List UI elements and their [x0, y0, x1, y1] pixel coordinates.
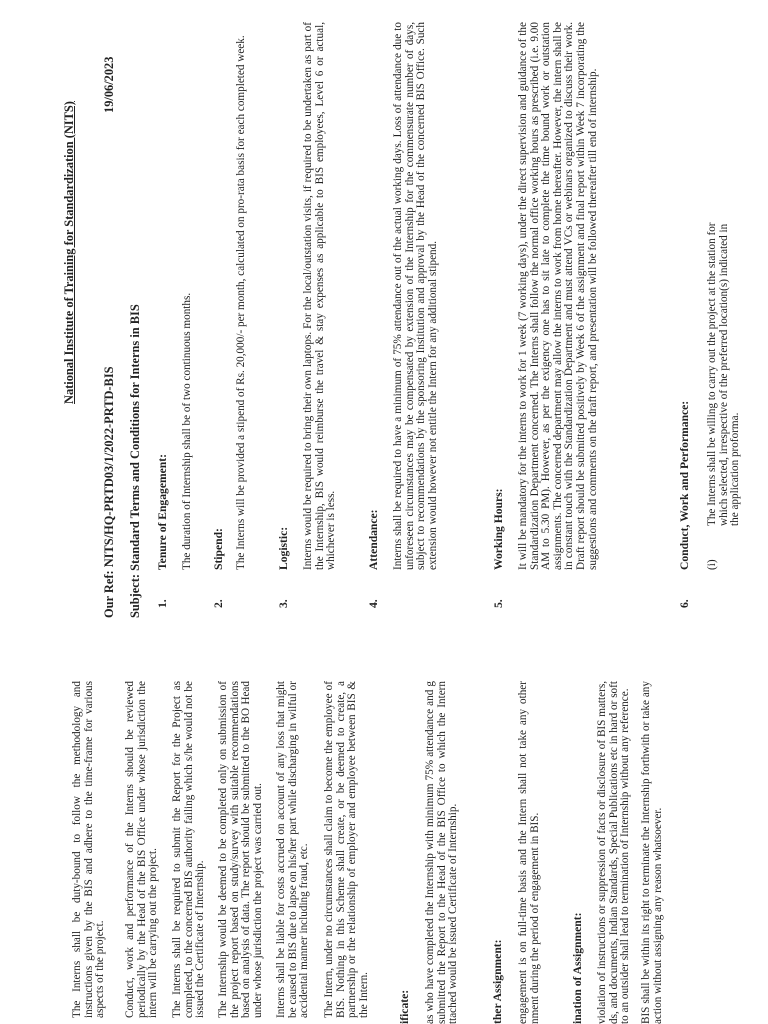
other-assignment-heading: ther Assignment:	[491, 939, 504, 1024]
sub-item-number: (i)	[706, 559, 718, 570]
section-heading: Stipend:	[212, 528, 225, 570]
section-number: 6.	[678, 599, 691, 608]
paragraph-report: The Interns shall be required to submit the Report for the Project as completed, to the concerned BIS authority failing which s/he would not be issued the Certificate of Internship.	[171, 681, 207, 1018]
section-number: 5.	[492, 599, 505, 608]
section-text: Interns would be required to bring their own laptops. For the local/outstation visits, if required to be undertaken as part of the Internship, BIS would reimburse the travel & stay expenses as applicable to BIS employees, Level 6 or actual, whichever is less.	[302, 22, 338, 570]
certificate-heading: ificate:	[398, 989, 411, 1024]
section-number: 4.	[367, 599, 380, 608]
section-heading: Conduct, Work and Performance:	[678, 400, 691, 570]
section-text: The duration of Internship shall be of two continuous months.	[181, 292, 193, 570]
section-text: It will be mandatory for the interns to work for 1 week (7 working days), under the direct supervision and guidance of the Standardization Department concerned. The Interns shall follow the normal office working hours as prescribed (i.e. 9.00 AM to 5.30 PM). However, as per the exigency one has to sit late to complete the time bound work or outstation assignments. The concerned department may allow the interns to work from home thereafter. However, the intern shall be in constant touch with the Standardization Department and must attend VCs or webinars organized to discuss their work. Draft report should be submitted positively by Week 6 of the assignment and final report within Week 7 incorporating the suggestions and comments on the draft report, and presentation will be followed thereafter till end of internship.	[517, 22, 599, 570]
section-number: 1.	[156, 599, 169, 608]
document-subject: Subject: Standard Terms and Conditions for Interns in BIS	[128, 304, 142, 618]
paragraph-review: Conduct, work and performance of the Interns should be reviewed periodically by the Head of the BIS Office under whose jurisdiction the intern will be carrying out the project.	[124, 681, 160, 1018]
paragraph-methodology: The Interns shall be duty-bound to follow the methodology and instructions given by the BIS and adhere to the time-frame for various aspects of the project.	[71, 681, 107, 1018]
paragraph-completion: The Internship would be deemed to be completed only on submission of the project report based on study/survey with suitable recommendations based on analysis of data. The report should be submitted to the BO Head under whose jurisdiction the project was carried out.	[217, 681, 264, 1018]
section-text: Interns shall be required to have a minimum of 75% attendance out of the actual working days. Loss of attendance due to unforeseen circumstances may be compensated by extension of the Internship for the commensurate number of days, subject to recommendations by the sponsoring Institution and approval by the Head of the concerned BIS Office. Such extension would however not entitle the Intern for any additional stipend.	[392, 22, 439, 570]
sub-item-text: The Interns shall be willing to carry out the project at the station for which selected, irrespective of the preferred location(s) indicated in the application proforma.	[706, 222, 742, 526]
paragraph-employee: The Intern, under no circumstances shall claim to become the employee of BIS. Nothing in this Scheme shall create, or be deemed to create, a partnership or the relationship of employer and employee between BIS & the Intern.	[323, 681, 370, 1018]
termination-heading: ination of Assignment:	[571, 912, 584, 1024]
section-text: The Interns will be provided a stipend of Rs. 20,000/- per month, calculated on pro-rata basis for each completed week.	[235, 35, 247, 570]
section-number: 3.	[277, 599, 290, 608]
section-heading: Tenure of Engagement:	[156, 454, 169, 570]
section-heading: Attendance:	[367, 509, 380, 570]
other-assignment-text: engagement is on full-time basis and the Intern shall not take any other nment during the period of engagement in BIS.	[517, 681, 541, 1024]
section-heading: Working Hours:	[492, 488, 505, 570]
section-number: 2.	[212, 599, 225, 608]
reference-number: Our Ref: NITS/HQ-PRTD03/1/2022-PRTD-BIS	[102, 366, 116, 618]
paragraph-liability: Interns shall be liable for costs accrued on account of any loss that might be caused to BIS due to lapse on his/her part while discharging in wilful or accidental manner including fraud, etc.	[275, 681, 311, 1018]
section-heading: Logistic:	[277, 526, 290, 570]
previous-page	[0, 629, 768, 1024]
certificate-text: as who have completed the Internship with minimum 75% attendance and g submitted the Report to the Head of the BIS Office to which the Intern ttached would be issued Certificate of Internship.	[424, 681, 460, 1024]
termination-text: violation of instructions or suppression of facts or disclosure of BIS matters, ds, and documents, Indian Standards, Special Publications etc in hard or soft to an outsider shall lead to termination of Internship without any reference.	[596, 681, 632, 1024]
document-date: 19/06/2023	[102, 56, 116, 113]
bis-right-text: BIS shall be within its right to terminate the Internship forthwith or take any action without assigning any reason whatsoever.	[640, 681, 664, 1024]
institute-title: National Institute of Training for Standardization (NITS)	[62, 101, 76, 404]
